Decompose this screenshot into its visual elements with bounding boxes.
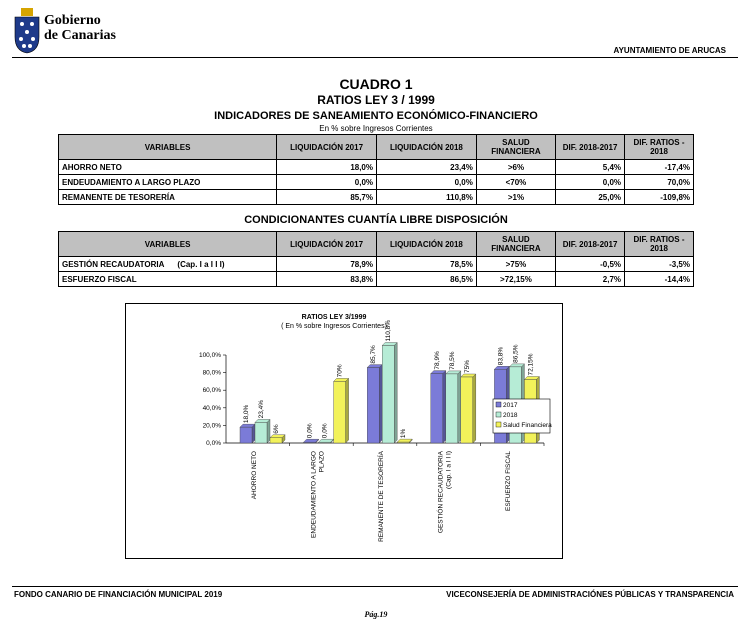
bar-side	[346, 378, 349, 443]
table-row	[59, 257, 694, 272]
data-label: 75%	[463, 359, 471, 373]
category-label: (Cap. I a I I I)	[445, 451, 453, 489]
data-label: 83,8%	[497, 346, 505, 366]
category-label: PLAZO	[318, 451, 326, 473]
data-label: 6%	[273, 424, 280, 434]
data-label: 78,9%	[433, 351, 441, 370]
cell: >6%	[476, 160, 555, 175]
data-label: 85,7%	[370, 345, 378, 364]
col-header: LIQUIDACIÓN 2017	[277, 135, 377, 160]
cell: 23,4%	[377, 160, 477, 175]
col-header: SALUD FINANCIERA	[476, 135, 555, 160]
org-name-2: de Canarias	[44, 28, 116, 43]
y-tick-label: 100,0%	[198, 352, 221, 359]
bar	[255, 422, 267, 443]
coat-of-arms-logo	[12, 8, 42, 54]
data-label: 0,0%	[306, 423, 314, 439]
section-title: INDICADORES DE SANEAMIENTO ECONÓMICO-FINANCIERO	[214, 110, 538, 122]
legend-label: 2018	[503, 412, 518, 419]
bar	[446, 374, 458, 443]
legend-label: 2017	[503, 402, 518, 409]
ratios-chart	[125, 303, 563, 559]
row-label: GESTIÓN RECAUDATORIA (Cap. I a I I I)	[59, 257, 277, 272]
col-header: DIF. 2018-2017	[556, 135, 625, 160]
footer-divider	[12, 586, 738, 587]
bar	[240, 427, 252, 443]
section-title-2: CONDICIONANTES CUANTÍA LIBRE DISPOSICIÓN	[244, 214, 508, 226]
cell: 5,4%	[556, 160, 625, 175]
cell: 83,8%	[277, 272, 377, 287]
section-note: En % sobre Ingresos Corrientes	[319, 124, 433, 133]
table-row	[59, 160, 694, 175]
data-label: 86,5%	[512, 344, 520, 363]
page-title: CUADRO 1	[339, 76, 413, 92]
chart-subtitle: ( En % sobre Ingresos Corrientes)	[281, 323, 387, 330]
ratios-table	[58, 134, 694, 205]
col-header: DIF. 2018-2017	[556, 232, 625, 257]
table-row	[59, 190, 694, 205]
y-tick-label: 20,0%	[202, 422, 221, 430]
cell: 18,0%	[277, 160, 377, 175]
cell: >72,15%	[476, 272, 555, 287]
header-divider	[12, 57, 738, 58]
col-header: SALUD FINANCIERA	[476, 232, 555, 257]
cell: 85,7%	[277, 190, 377, 205]
cell: 78,5%	[377, 257, 477, 272]
data-label: 18,0%	[243, 404, 250, 424]
cell: <70%	[476, 175, 555, 190]
cell: 110,8%	[377, 190, 477, 205]
footer-right: VICECONSEJERÍA DE ADMINISTRACIÓNES PÚBLICAS Y TRANSPARENCIA	[446, 590, 734, 599]
header-right: AYUNTAMIENTO DE ARUCAS	[613, 46, 726, 55]
page-number: Pág.19	[364, 610, 388, 619]
row-label: ESFUERZO FISCAL	[59, 272, 277, 287]
bar	[334, 381, 346, 443]
cell: -3,5%	[625, 257, 694, 272]
bar-side	[394, 342, 397, 443]
data-label: 110,8%	[385, 319, 393, 342]
bar	[270, 438, 282, 443]
cell: 0,0%	[556, 175, 625, 190]
category-label: ESFUERZO FISCAL	[505, 451, 513, 511]
legend-swatch	[496, 402, 501, 407]
bar-side	[443, 371, 446, 443]
col-header: DIF. RATIOS - 2018	[625, 232, 694, 257]
category-label: AHORRO NETO	[250, 451, 258, 500]
legend-swatch	[496, 422, 501, 427]
chart-title: RATIOS LEY 3/1999	[301, 314, 367, 321]
col-header: VARIABLES	[59, 135, 277, 160]
page-subtitle: RATIOS LEY 3 / 1999	[317, 93, 435, 107]
table-row	[59, 272, 694, 287]
row-label: REMANENTE DE TESORERÍA	[59, 190, 277, 205]
bar	[304, 442, 316, 443]
category-label: ENDEUDAMIENTO A LARGO	[310, 451, 318, 538]
bar	[397, 442, 409, 443]
col-header: LIQUIDACIÓN 2017	[277, 232, 377, 257]
bar	[431, 374, 443, 443]
y-tick-label: 0,0%	[206, 440, 221, 447]
row-label: AHORRO NETO	[59, 160, 277, 175]
footer-left: FONDO CANARIO DE FINANCIACIÓN MUNICIPAL 2019	[14, 590, 223, 599]
cell: 2,7%	[556, 272, 625, 287]
cell: 0,0%	[377, 175, 477, 190]
col-header: DIF. RATIOS - 2018	[625, 135, 694, 160]
category-label: REMANENTE DE TESORERÍA	[378, 451, 385, 542]
data-label: 72,15%	[527, 353, 535, 376]
cell: 25,0%	[556, 190, 625, 205]
bar-side	[379, 365, 382, 443]
data-label: 70%	[336, 364, 344, 378]
table-row	[59, 175, 694, 190]
data-label: 1%	[400, 428, 408, 439]
y-tick-label: 40,0%	[202, 404, 221, 412]
data-label: 78,5%	[448, 351, 456, 370]
legend-label: Salud Financiera	[503, 422, 552, 429]
y-tick-label: 60,0%	[202, 387, 221, 395]
cell: 78,9%	[277, 257, 377, 272]
cell: 70,0%	[625, 175, 694, 190]
legend-swatch	[496, 412, 501, 417]
bar-side	[267, 419, 270, 443]
data-label: 0,0%	[321, 423, 329, 439]
bar	[461, 377, 473, 443]
row-label: ENDEUDAMIENTO A LARGO PLAZO	[59, 175, 277, 190]
cell: >1%	[476, 190, 555, 205]
org-name: Gobierno	[44, 13, 101, 28]
cell: -109,8%	[625, 190, 694, 205]
bar	[382, 345, 394, 443]
cell: >75%	[476, 257, 555, 272]
bar-side	[473, 374, 476, 443]
cell: 86,5%	[377, 272, 477, 287]
cell: 0,0%	[277, 175, 377, 190]
y-tick-label: 80,0%	[202, 369, 221, 377]
cell: -14,4%	[625, 272, 694, 287]
bar-side	[458, 371, 461, 443]
cell: -0,5%	[556, 257, 625, 272]
category-label: GESTIÓN RECAUDATORIA	[437, 451, 445, 534]
data-label: 23,4%	[258, 399, 265, 419]
cell: -17,4%	[625, 160, 694, 175]
col-header: LIQUIDACIÓN 2018	[377, 135, 477, 160]
bar	[319, 442, 331, 443]
conditions-table	[58, 231, 694, 287]
bar	[367, 368, 379, 443]
col-header: LIQUIDACIÓN 2018	[377, 232, 477, 257]
col-header: VARIABLES	[59, 232, 277, 257]
